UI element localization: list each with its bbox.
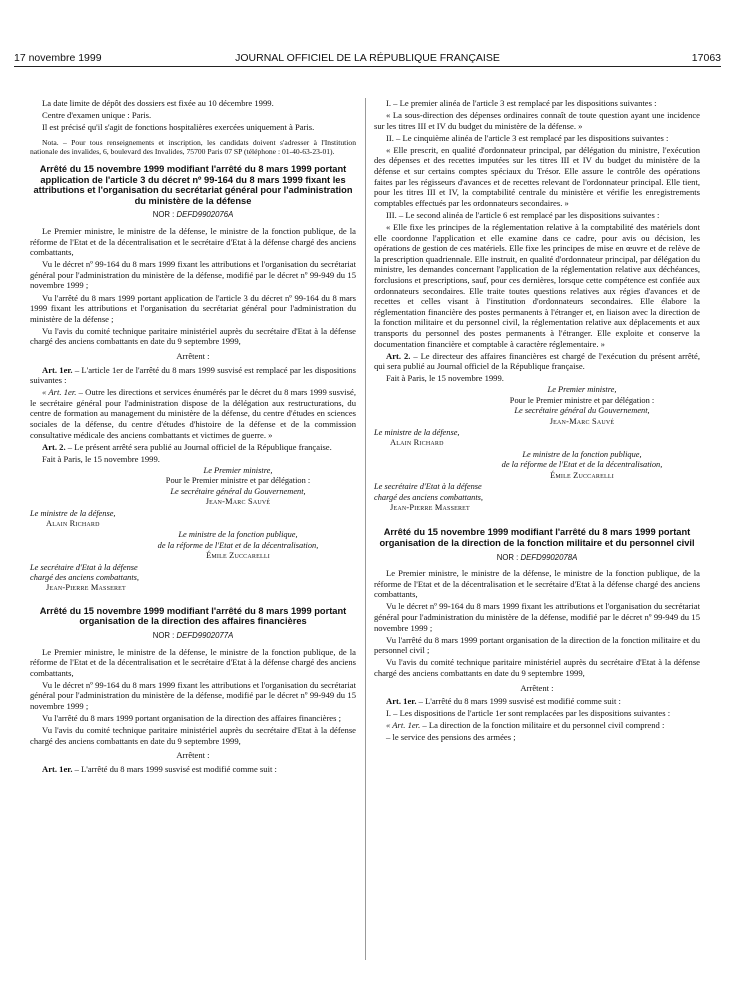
body-paragraph: III. – Le second alinéa de l'article 6 est remplacé par les dispositions suivantes : xyxy=(386,209,660,220)
body-paragraph: Le Premier ministre, le ministre de la défense, le ministre de la fonction publique, de la réforme de l'Etat et de la décentralisation et le secrétaire d'Etat à la défense chargé des anciens combattants, xyxy=(374,568,700,600)
header-date: 17 novembre 1999 xyxy=(14,52,102,64)
column-divider xyxy=(365,98,366,960)
right-column xyxy=(374,98,700,745)
body-paragraph: « Elle prescrit, en qualité d'ordonnateur principal, par délégation du ministre, l'exécution des dépenses et des recettes imputées sur les titres III et IV du budget du ministère de la défense et sur certains comptes spéciaux du Trésor. Elle assure le contrôle des opérations faites par les régisseurs d'avances et de recettes relevant de l'ordonnateur principal. Elle tient, pour les titres III et IV, la comptabilité centrale du ministère et vérifie les enregistrements comptables effectués par les ordonnateurs secondaires. » xyxy=(374,144,700,208)
left-column xyxy=(30,98,356,776)
arrete-title: Arrêté du 15 novembre 1999 modifiant l'arrêté du 8 mars 1999 portant application de l'article 3 du décret nº 99-164 du 8 mars 1999 fixant les attributions et l'organisation du secrétariat général pour l'administration du ministère de la défense xyxy=(33,163,353,206)
body-paragraph: Vu l'avis du comité technique paritaire ministériel auprès du secrétaire d'Etat à la défense chargé des anciens combattants en date du 9 septembre 1999, xyxy=(30,325,356,347)
nor-reference: NOR : DEFD9902076A xyxy=(152,210,234,220)
body-paragraph: I. – Les dispositions de l'article 1er sont remplacées par les dispositions suivantes : xyxy=(386,708,671,719)
signature-block: Le ministre de la défense, Alain Richard xyxy=(30,508,116,528)
body-paragraph: Vu le décret nº 99-164 du 8 mars 1999 fixant les attributions et l'organisation du secrétariat général pour l'administration du ministère de la défense, modifié par le décret nº 99-949 du 15 novembre 1999 ; xyxy=(30,679,356,712)
body-paragraph: II. – Le cinquième alinéa de l'article 3 est remplacé par les dispositions suivantes : xyxy=(386,132,669,143)
arrete-title: Arrêté du 15 novembre 1999 modifiant l'arrêté du 8 mars 1999 portant organisation de la direction de la fonction militaire et du personnel civil xyxy=(379,527,695,548)
body-paragraph: I. – Le premier alinéa de l'article 3 est remplacé par les dispositions suivantes : xyxy=(386,98,657,108)
arretent-label: Arrêtent : xyxy=(176,750,210,761)
body-paragraph: « La sous-direction des dépenses ordinaires connaît de toute question ayant une incidence sur les titres III et IV du budget du ministère de la défense. » xyxy=(374,110,700,131)
signature-block: Le ministre de la fonction publique, de la réforme de l'Etat et de la décentralisation, Émile Zuccarelli xyxy=(157,530,319,561)
body-paragraph: Vu le décret nº 99-164 du 8 mars 1999 fixant les attributions et l'organisation du secrétariat général pour l'administration du ministère de la défense, modifié par le décret nº 99-949 du 15 novembre 1999 ; xyxy=(374,601,700,633)
signature-block: Le Premier ministre, Pour le Premier ministre et par délégation : Le secrétaire général du Gouvernement, Jean-Marc Sauvé xyxy=(165,465,311,507)
fait-line: Fait à Paris, le 15 novembre 1999. xyxy=(386,373,504,384)
intro-paragraph: La date limite de dépôt des dossiers est fixée au 10 décembre 1999. xyxy=(42,98,274,108)
arretent-label: Arrêtent : xyxy=(520,682,554,693)
intro-paragraph: Il est précisé qu'il s'agit de fonctions hospitalières exercées uniquement à Paris. xyxy=(42,122,315,133)
nor-reference: NOR : DEFD9902078A xyxy=(496,552,578,562)
nota-paragraph: Nota. – Pour tous renseignements et inscription, les candidats doivent s'adresser à l'Institution nationale des invalides, 6, boulevard des Invalides, 75700 Paris 07 SP (téléphone : 01-40-63-23-01). xyxy=(30,137,356,157)
fait-line: Fait à Paris, le 15 novembre 1999. xyxy=(42,453,160,464)
signature-block: Le Premier ministre, Pour le Premier ministre et par délégation : Le secrétaire général du Gouvernement, Jean-Marc Sauvé xyxy=(509,385,655,426)
signature-block: Le secrétaire d'Etat à la défense chargé des anciens combattants, Jean-Pierre Masseret xyxy=(30,562,140,593)
body-paragraph: Vu le décret nº 99-164 du 8 mars 1999 fixant les attributions et l'organisation du secrétariat général pour l'administration du ministère de la défense, modifié par le décret nº 99-949 du 15 novembre 1999 ; xyxy=(30,259,356,291)
body-paragraph: Vu l'avis du comité technique paritaire ministériel auprès du secrétaire d'Etat à la défense chargé des anciens combattants en date du 9 septembre 1999, xyxy=(30,725,356,746)
body-paragraph: Le Premier ministre, le ministre de la défense, le ministre de la fonction publique, de la réforme de l'Etat et de la décentralisation et le secrétaire d'Etat à la défense chargé des anciens combattants, xyxy=(30,646,356,678)
article-paragraph: « Art. 1er. – Outre les directions et services énumérés par le décret du 8 mars 1999 susvisé, le secrétaire général pour l'administration dispose de la délégation aux restructurations, du centre de formation au management du ministère de la défense, du centre d'études en sciences sociales de la défense, du centre d'études d'histoire de la défense et de la commission consultative médicale des anciens combattants et victimes de guerre. » xyxy=(30,387,356,440)
header-rule xyxy=(14,66,721,67)
signature-block: Le ministre de la défense, Alain Richard xyxy=(374,428,460,448)
arrete-title: Arrêté du 15 novembre 1999 modifiant l'arrêté du 8 mars 1999 portant organisation de la direction des affaires financières xyxy=(39,605,347,627)
body-paragraph: Vu l'arrêté du 8 mars 1999 portant organisation de la direction de la fonction militaire et du personnel civil ; xyxy=(374,634,700,656)
body-paragraph: Vu l'arrêté du 8 mars 1999 portant application de l'article 3 du décret nº 99-164 du 8 mars 1999 fixant les attributions et l'organisation du secrétariat général pour l'administration du ministère de la défense ; xyxy=(30,292,356,324)
article-paragraph: « Art. 1er. – La direction de la fonction militaire et du personnel civil comprend : xyxy=(386,720,665,731)
article-paragraph: Art. 1er. – L'arrêté du 8 mars 1999 susvisé est modifié comme suit : xyxy=(42,764,277,774)
nor-reference: NOR : DEFD9902077A xyxy=(152,630,234,640)
article-paragraph: Art. 2. – Le directeur des affaires financières est chargé de l'exécution du présent arrêté, qui sera publié au Journal officiel de la République française. xyxy=(374,350,700,372)
signature-block: Le secrétaire d'Etat à la défense chargé des anciens combattants, Jean-Pierre Masseret xyxy=(374,482,484,512)
list-item: – le service des pensions des armées ; xyxy=(386,732,516,743)
body-paragraph: Le Premier ministre, le ministre de la défense, le ministre de la fonction publique, de la réforme de l'Etat et de la décentralisation et le secrétaire d'Etat à la défense chargé des anciens combattants, xyxy=(30,225,356,258)
header-journal-title: JOURNAL OFFICIEL DE LA RÉPUBLIQUE FRANÇAISE xyxy=(235,52,500,64)
article-paragraph: Art. 2. – Le présent arrêté sera publié au Journal officiel de la République française. xyxy=(42,441,332,452)
body-paragraph: « Elle fixe les principes de la réglementation relative à la comptabilité des matériels dont elle coordonne l'application et elle examine dans ce cadre, pour avis ou décision, les opérations de gestion de ces matériels. Elle fixe les principes de mise en œuvre et de relève de la prescription quadriennale. Elle instruit, en qualité d'ordonnateur principal, par délégation du ministre, les demandes concernant l'application de la réglementation relative aux déchéances, forclusions et prescriptions, sauf, pour ces dernières, lorsque cette compétence est confiée aux ordonnateurs secondaires. Elle traite toutes questions relatives aux régies d'avances et de recettes et celles visant à l'institution d'ordonnateurs secondaires. Elle élabore la réglementation financière des postes permanents à l'étranger et, en liaison avec la direction de la fonction militaire et du personnel civil, la réglementation relative aux déplacements et aux transports du personnel des postes permanents à l'étranger. Elle exploite et conserve la documentation financière et comptable à caractère réglementaire. » xyxy=(374,222,700,349)
article-paragraph: Art. 1er. – L'article 1er de l'arrêté du 8 mars 1999 susvisé est remplacé par les dispositions suivantes : xyxy=(30,364,356,386)
signature-block: Le ministre de la fonction publique, de la réforme de l'Etat et de la décentralisation, Émile Zuccarelli xyxy=(501,449,663,480)
arretent-label: Arrêtent : xyxy=(176,350,210,361)
intro-paragraph: Centre d'examen unique : Paris. xyxy=(42,110,152,121)
header-page-number: 17063 xyxy=(691,52,721,64)
body-paragraph: Vu l'arrêté du 8 mars 1999 portant organisation de la direction des affaires financières ; xyxy=(42,713,342,724)
body-paragraph: Vu l'avis du comité technique paritaire ministériel auprès du secrétaire d'Etat à la défense chargé des anciens combattants en date du 9 septembre 1999, xyxy=(374,657,700,678)
article-paragraph: Art. 1er. – L'arrêté du 8 mars 1999 susvisé est modifié comme suit : xyxy=(386,696,621,707)
